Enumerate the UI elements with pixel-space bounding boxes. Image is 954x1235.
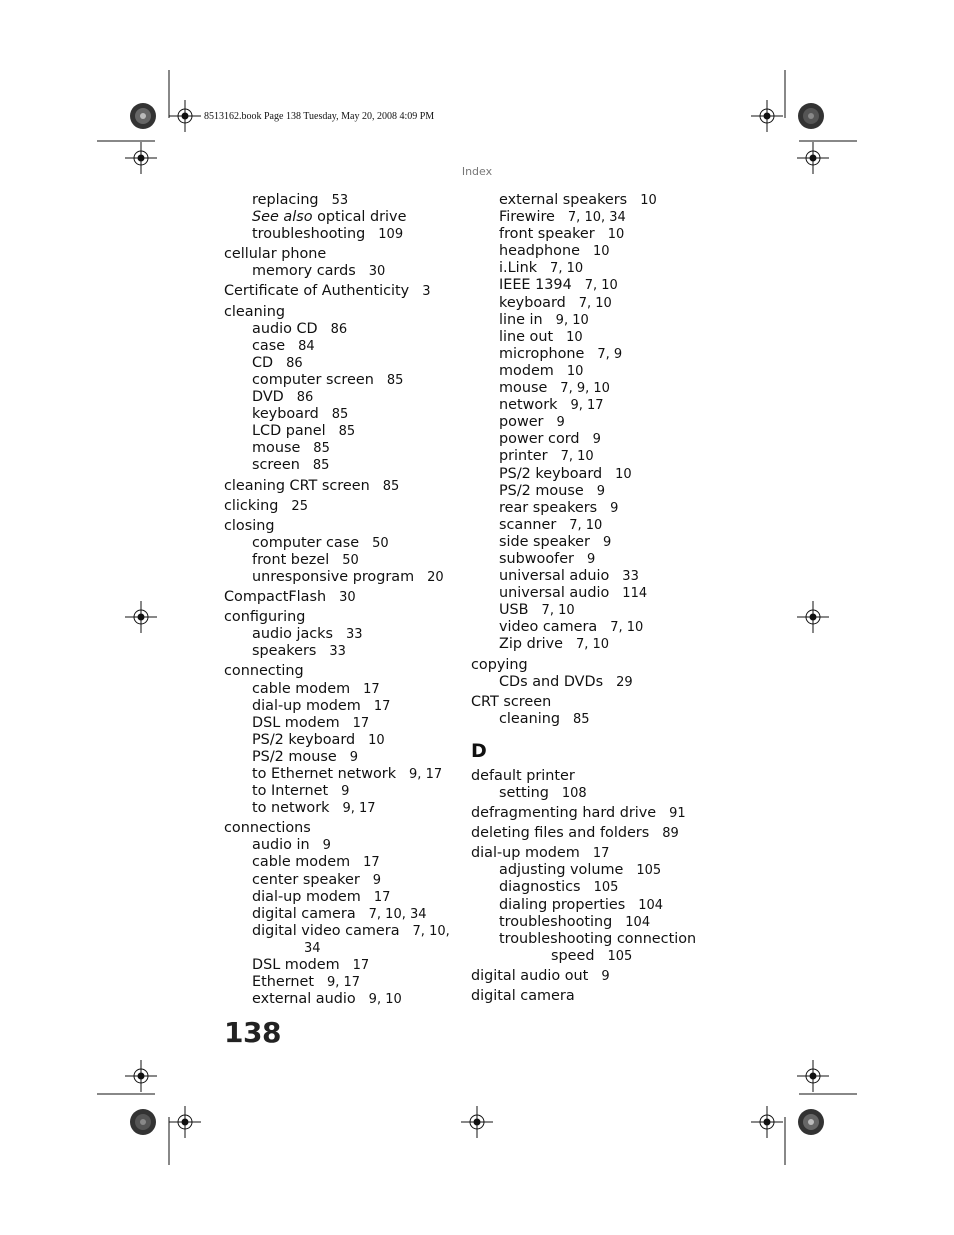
entry-pages: 10 (566, 329, 583, 345)
entry-term: Ethernet (252, 974, 314, 991)
entry-pages: 85 (386, 372, 404, 388)
entry-pages: 85 (382, 478, 400, 494)
entry-pages: 85 (313, 441, 330, 457)
color-target (130, 1109, 156, 1135)
entry-pages: 17 (352, 958, 370, 974)
entry-term: mouse (252, 440, 301, 457)
entry-pages: 10 (615, 466, 632, 482)
entry-pages: 7, 10 (578, 295, 612, 311)
entry-pages: 33 (329, 644, 346, 660)
entry-pages: 86 (330, 321, 348, 337)
entry-term: digital camera (252, 905, 356, 922)
entry-term: PS/2 mouse (252, 748, 337, 765)
entry-pages: 10 (368, 732, 385, 748)
entry-term: PS/2 keyboard (499, 465, 603, 482)
entry-term: audio in (252, 837, 310, 854)
entry-pages: 53 (331, 193, 349, 208)
entry-pages: 10 (640, 193, 657, 208)
entry-pages: 20 (427, 569, 444, 585)
entry-term: IEEE 1394 (499, 277, 572, 294)
entry-term: DVD (252, 389, 284, 406)
entry-term: diagnostics (499, 879, 581, 896)
entry-pages: 9 (601, 968, 610, 984)
entry-term: scanner (499, 516, 557, 533)
entry-term: microphone (499, 345, 585, 362)
entry-term: cable modem (252, 680, 351, 697)
entry-term: speed (551, 947, 595, 964)
entry-pages: 86 (296, 390, 314, 406)
entry-pages: 9 (372, 872, 382, 888)
entry-term: DSL modem (252, 957, 340, 974)
entry-term: modem (499, 362, 554, 379)
entry-term: cleaning (499, 710, 560, 727)
entry-pages: 9, 17 (327, 975, 361, 991)
entry-term: troubleshooting connection (499, 930, 697, 947)
registration-mark (125, 601, 157, 633)
entry-pages: 9, 17 (570, 398, 604, 414)
entry-term: computer case (252, 534, 360, 551)
entry-pages: 104 (625, 914, 651, 930)
entry-term: cable modem (252, 854, 351, 871)
entry-pages: 9 (322, 838, 331, 854)
entry-term: front speaker (499, 226, 595, 243)
see-also-label: See also (252, 209, 313, 226)
entry-term: USB (499, 602, 529, 619)
entry-term: closing (224, 517, 275, 534)
entry-pages: 9 (602, 534, 612, 550)
entry-pages: 10 (607, 227, 625, 243)
entry-term: copying (471, 656, 528, 673)
entry-term: printer (499, 448, 548, 465)
entry-term: CompactFlash (224, 589, 327, 606)
registration-mark (169, 100, 201, 132)
entry-term: configuring (224, 609, 306, 626)
entry-pages: 7, 9, 10 (560, 381, 610, 397)
entry-pages: 9, 10 (368, 992, 402, 1008)
entry-term: to network (252, 800, 330, 817)
registration-mark (797, 142, 829, 174)
entry-pages: 9 (341, 784, 350, 800)
entry-term: keyboard (499, 294, 566, 311)
entry-term: CDs and DVDs (499, 673, 604, 690)
print-slug: 8513162.book Page 138 Tuesday, May 20, 2008 4:09 PM (204, 111, 435, 122)
entry-term: cleaning CRT screen (224, 477, 370, 494)
entry-pages: 9 (556, 415, 565, 431)
entry-pages: 9 (596, 483, 605, 499)
entry-term: deleting files and folders (471, 825, 650, 842)
entry-term: setting (499, 785, 549, 801)
entry-pages: 50 (372, 535, 389, 551)
entry-pages: 7, 10 (569, 517, 603, 533)
entry-term: connections (224, 820, 311, 837)
entry-term: troubleshooting (499, 913, 613, 930)
entry-term: dialing properties (499, 896, 626, 913)
entry-pages: 9 (592, 432, 601, 448)
entry-term: dial-up modem (252, 697, 361, 714)
entry-pages: 17 (363, 855, 380, 871)
entry-pages: 9, 10 (555, 312, 589, 328)
entry-pages: 9, 17 (342, 801, 376, 817)
entry-pages: 7, 10, (412, 923, 450, 939)
entry-pages: 85 (338, 424, 356, 440)
entry-term: headphone (499, 243, 580, 260)
entry-term: digital audio out (471, 967, 589, 984)
entry-pages: 30 (339, 590, 356, 606)
entry-pages: 17 (592, 846, 610, 862)
entry-pages: 86 (286, 355, 303, 371)
entry-term: defragmenting hard drive (471, 805, 657, 822)
entry-pages: 9, 17 (409, 767, 443, 782)
entry-term: CD (252, 354, 274, 371)
letter-heading: D (471, 739, 487, 762)
color-target (798, 103, 824, 129)
entry-pages: 85 (312, 458, 330, 474)
entry-pages: 105 (636, 863, 662, 879)
entry-term: PS/2 mouse (499, 482, 584, 499)
entry-pages: 33 (622, 569, 639, 585)
entry-term: line in (499, 311, 543, 328)
entry-pages: 17 (373, 698, 391, 714)
entry-pages: 25 (291, 498, 308, 514)
entry-pages: 3 (422, 284, 431, 300)
entry-term: replacing (252, 192, 319, 208)
entry-pages: 9 (610, 500, 619, 516)
registration-mark (751, 1106, 783, 1138)
entry-term: power (499, 414, 544, 431)
entry-term: network (499, 397, 558, 414)
entry-pages: 7, 10 (610, 620, 644, 636)
entry-pages: 114 (622, 586, 648, 602)
entry-pages: 105 (593, 880, 619, 896)
entry-term: universal audio (499, 585, 610, 602)
entry-term: connecting (224, 663, 304, 680)
entry-term: to Ethernet network (252, 766, 397, 782)
entry-pages: 91 (669, 806, 686, 822)
entry-pages: 104 (638, 897, 664, 913)
entry-term: clicking (224, 497, 279, 514)
entry-term: dial-up modem (252, 888, 361, 905)
entry-pages: 105 (607, 948, 633, 964)
entry-term: audio jacks (252, 626, 334, 643)
entry-term: rear speakers (499, 499, 598, 516)
entry-term: LCD panel (252, 423, 326, 440)
entry-term: universal aduio (499, 568, 610, 585)
page-number: 138 (224, 1016, 281, 1049)
entry-pages: 7, 9 (597, 346, 623, 362)
entry-term: unresponsive program (252, 568, 415, 585)
entry-term: Firewire (499, 209, 555, 226)
entry-pages: 10 (566, 363, 584, 379)
entry-term: default printer (471, 767, 575, 784)
entry-pages: 30 (368, 264, 386, 280)
entry-term: front bezel (252, 551, 330, 568)
entry-pages: 9 (349, 749, 358, 765)
entry-pages: 17 (363, 681, 380, 697)
entry-term: troubleshooting (252, 226, 366, 243)
entry-term: computer screen (252, 371, 374, 388)
entry-term: cellular phone (224, 246, 327, 263)
entry-term: to Internet (252, 783, 329, 800)
entry-pages: 7, 10 (550, 261, 584, 277)
entry-term: i.Link (499, 260, 538, 277)
entry-pages: 9 (586, 551, 596, 567)
color-target (798, 1109, 824, 1135)
entry-pages: 85 (331, 407, 349, 423)
registration-mark (125, 1060, 157, 1092)
entry-term: line out (499, 328, 554, 345)
entry-term: side speaker (499, 533, 590, 550)
entry-pages: 7, 10 (584, 278, 618, 294)
entry-term: subwoofer (499, 550, 574, 567)
entry-term: PS/2 keyboard (252, 731, 356, 748)
registration-mark (797, 601, 829, 633)
entry-term: speakers (252, 643, 317, 660)
entry-term: optical drive (312, 209, 407, 226)
entry-term: DSL modem (252, 714, 340, 731)
entry-term: CRT screen (471, 693, 552, 710)
entry-term: video camera (499, 619, 598, 636)
entry-pages: 109 (378, 227, 404, 243)
running-head: Index (461, 165, 493, 178)
entry-term: audio CD (252, 320, 318, 337)
entry-term: center speaker (252, 871, 360, 888)
entry-pages: 29 (616, 674, 633, 690)
color-target (130, 103, 156, 129)
entry-pages: 50 (342, 552, 359, 568)
registration-mark (751, 100, 783, 132)
registration-mark (797, 1060, 829, 1092)
entry-term: Zip drive (499, 636, 563, 653)
entry-pages: 85 (572, 711, 590, 727)
entry-pages: 108 (561, 786, 587, 801)
entry-pages: 7, 10, 34 (368, 906, 427, 922)
entry-term: Certificate of Authenticity (224, 283, 410, 300)
entry-pages: 7, 10 (541, 603, 575, 619)
entry-pages: 17 (352, 715, 370, 731)
entry-term: screen (252, 457, 300, 474)
entry-term: digital camera (471, 988, 575, 1005)
entry-term: keyboard (252, 406, 319, 423)
entry-pages: 84 (298, 338, 315, 354)
entry-term: digital video camera (252, 922, 400, 939)
registration-mark (169, 1106, 201, 1138)
entry-pages: 33 (346, 627, 363, 643)
entry-term: memory cards (252, 263, 356, 280)
entry-term: power cord (499, 431, 580, 448)
entry-term: external speakers (499, 192, 628, 208)
entry-term: dial-up modem (471, 845, 580, 862)
entry-term: mouse (499, 380, 548, 397)
entry-term: cleaning (224, 303, 285, 320)
entry-pages: 10 (592, 244, 610, 260)
entry-pages: 89 (662, 826, 679, 842)
entry-term: case (252, 337, 286, 354)
registration-mark (461, 1106, 493, 1138)
entry-term: adjusting volume (499, 862, 624, 879)
entry-pages: 7, 10 (576, 637, 610, 653)
entry-pages: 7, 10, 34 (567, 210, 626, 226)
entry-pages: 7, 10 (560, 449, 594, 465)
entry-pages: 17 (373, 889, 391, 905)
entry-pages: 34 (304, 940, 321, 956)
registration-mark (125, 142, 157, 174)
entry-term: external audio (252, 991, 356, 1008)
